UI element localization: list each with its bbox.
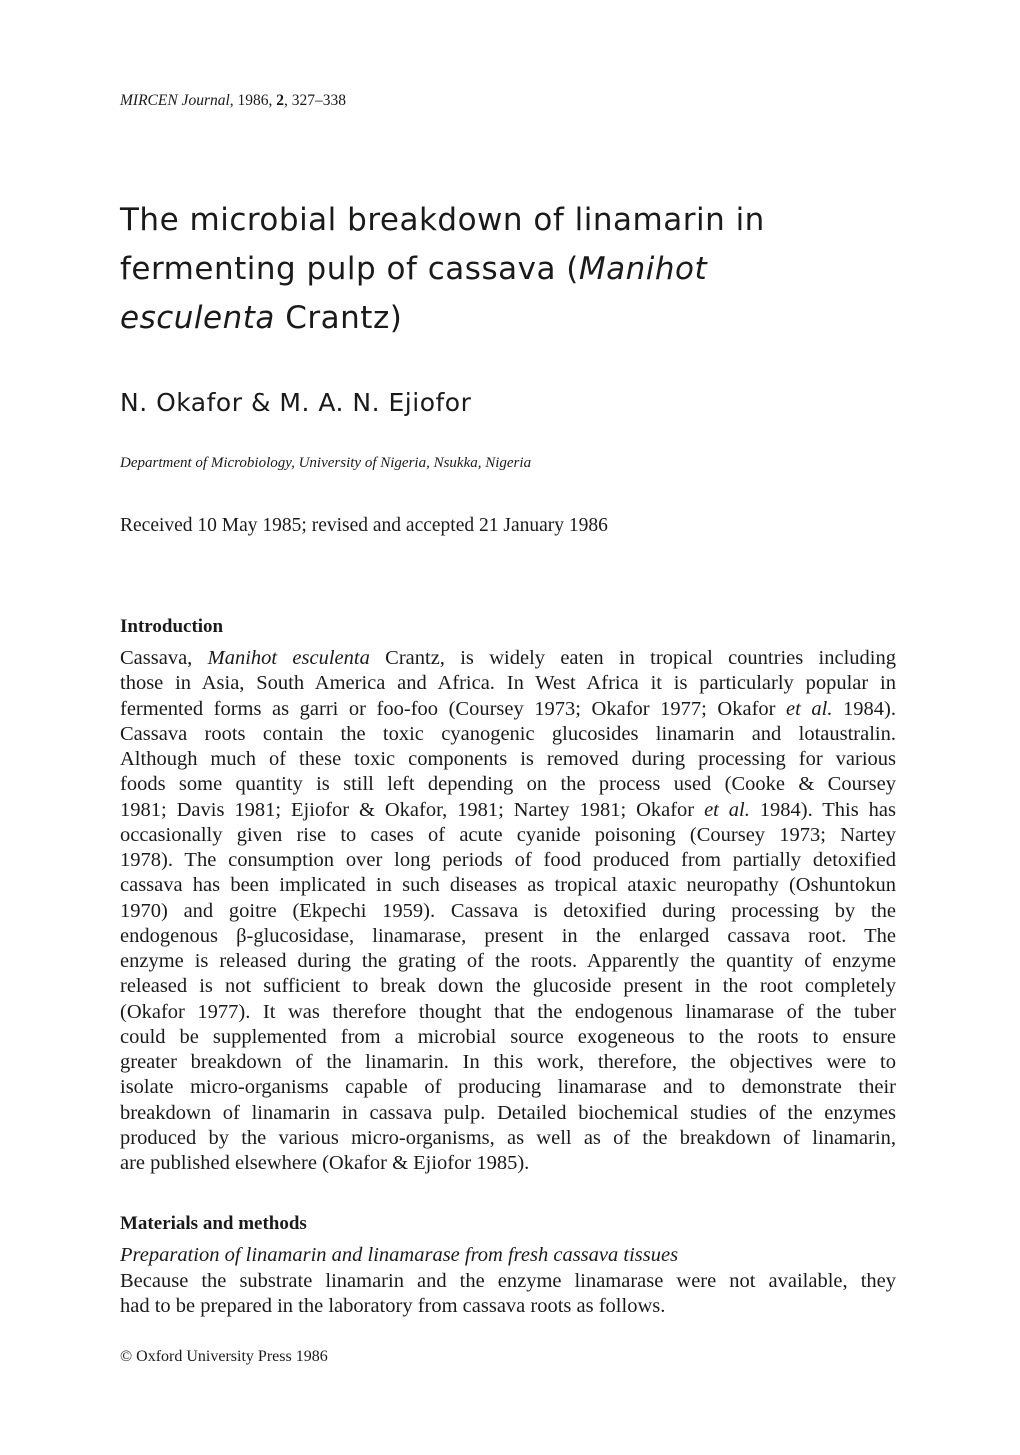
text: (Okafor 1977). It was therefore thought that the endogenous linamarase of the tuber xyxy=(120,1000,896,1023)
text: endogenous β-glucosidase, linamarase, present in the enlarged cassava root. The xyxy=(120,924,896,947)
text-line xyxy=(120,1294,896,1319)
text: had to be prepared in the laboratory from cassava roots as follows. xyxy=(120,1295,666,1318)
text-line xyxy=(120,924,896,949)
text: enzyme is released during the grating of the roots. Apparently the quantity of enzyme xyxy=(120,950,896,972)
title-text: fermenting pulp of cassava ( xyxy=(120,251,579,287)
text: Cassava, xyxy=(120,647,208,669)
text: 1984). xyxy=(832,697,896,720)
italic-text: et al. xyxy=(786,697,833,720)
text-line xyxy=(120,899,896,924)
text-line xyxy=(120,722,896,747)
text: fermented forms as garri or foo-foo (Coursey 1973; Okafor 1977; Okafor xyxy=(120,697,787,720)
text-line xyxy=(120,873,896,898)
text-line xyxy=(120,747,896,772)
text: 1984). This has xyxy=(749,798,896,821)
materials-heading: Materials and methods xyxy=(120,1213,307,1234)
materials-body xyxy=(120,1269,896,1320)
journal-pages: , 327–338 xyxy=(284,92,347,109)
copyright-footer: © Oxford University Press 1986 xyxy=(120,1348,328,1365)
title-line: The microbial breakdown of linamarin in xyxy=(120,202,765,238)
text: breakdown of linamarin in cassava pulp. Detailed biochemical studies of the enzymes xyxy=(120,1101,896,1124)
text: occasionally given rise to cases of acute cyanide poisoning (Coursey 1973; Nartey xyxy=(120,823,896,846)
text: isolate micro-organisms capable of producing linamarase and to demonstrate their xyxy=(120,1076,896,1099)
introduction-body xyxy=(120,646,896,1176)
text-line xyxy=(120,646,896,671)
text: greater breakdown of the linamarin. In this work, therefore, the objectives were to xyxy=(120,1051,896,1073)
text-line xyxy=(120,671,896,696)
italic-text: Manihot esculenta xyxy=(207,647,370,669)
text-line xyxy=(120,949,896,974)
received-dates: Received 10 May 1985; revised and accepted 21 January 1986 xyxy=(120,515,608,536)
text: could be supplemented from a microbial source exogeneous to the roots to ensure xyxy=(120,1025,896,1048)
text: those in Asia, South America and Africa. In West Africa it is particularly popular in xyxy=(120,672,896,695)
text: are published elsewhere (Okafor & Ejiofor 1985). xyxy=(120,1152,530,1174)
text: Although much of these toxic components is removed during processing for various xyxy=(120,748,896,770)
text: 1970) and goitre (Ekpechi 1959). Cassava is detoxified during processing by the xyxy=(120,899,896,922)
text-line xyxy=(120,1151,896,1176)
journal-volume: 2 xyxy=(276,92,285,109)
text: cassava has been implicated in such diseases as tropical ataxic neuropathy (Oshuntokun xyxy=(120,874,896,897)
text: Crantz, is widely eaten in tropical countries including xyxy=(369,647,896,669)
text-line xyxy=(120,823,896,848)
text: produced by the various micro-organisms, as well as of the breakdown of linamarin, xyxy=(120,1126,896,1149)
text-line xyxy=(120,1000,896,1025)
introduction-heading: Introduction xyxy=(120,616,224,637)
article-title xyxy=(120,196,765,343)
text-line xyxy=(120,772,896,797)
text-line xyxy=(120,1075,896,1100)
text: 1981; Davis 1981; Ejiofor & Okafor, 1981; Nartey 1981; Okafor xyxy=(120,798,705,821)
title-line xyxy=(120,294,765,343)
title-species: esculenta xyxy=(120,300,275,336)
text-line xyxy=(120,1050,896,1075)
journal-citation xyxy=(120,92,346,110)
text: released is not sufficient to break down the glucoside present in the root completely xyxy=(120,975,896,998)
authors: N. Okafor & M. A. N. Ejiofor xyxy=(120,388,472,417)
text: foods some quantity is still left depending on the process used (Cooke & Coursey xyxy=(120,773,896,796)
text: Cassava roots contain the toxic cyanogenic glucosides linamarin and lotaustralin. xyxy=(120,722,896,745)
journal-year: , 1986, xyxy=(229,92,277,109)
text: 1978). The consumption over long periods of food produced from partially detoxified xyxy=(120,849,896,871)
materials-subheading: Preparation of linamarin and linamarase from fresh cassava tissues xyxy=(120,1244,679,1266)
text-line xyxy=(120,798,896,823)
italic-text: et al. xyxy=(704,798,750,821)
text: Because the substrate linamarin and the enzyme linamarase were not available, they xyxy=(120,1270,896,1292)
text-line xyxy=(120,848,896,873)
text-line xyxy=(120,1126,896,1151)
text-line xyxy=(120,697,896,722)
title-line xyxy=(120,245,765,294)
affiliation: Department of Microbiology, University of Nigeria, Nsukka, Nigeria xyxy=(120,455,532,471)
text-line xyxy=(120,974,896,999)
text-line xyxy=(120,1025,896,1050)
title-genus: Manihot xyxy=(578,251,708,287)
journal-name: MIRCEN Journal xyxy=(120,92,230,109)
text-line xyxy=(120,1269,896,1294)
text-line xyxy=(120,1101,896,1126)
title-text: Crantz) xyxy=(274,300,403,336)
